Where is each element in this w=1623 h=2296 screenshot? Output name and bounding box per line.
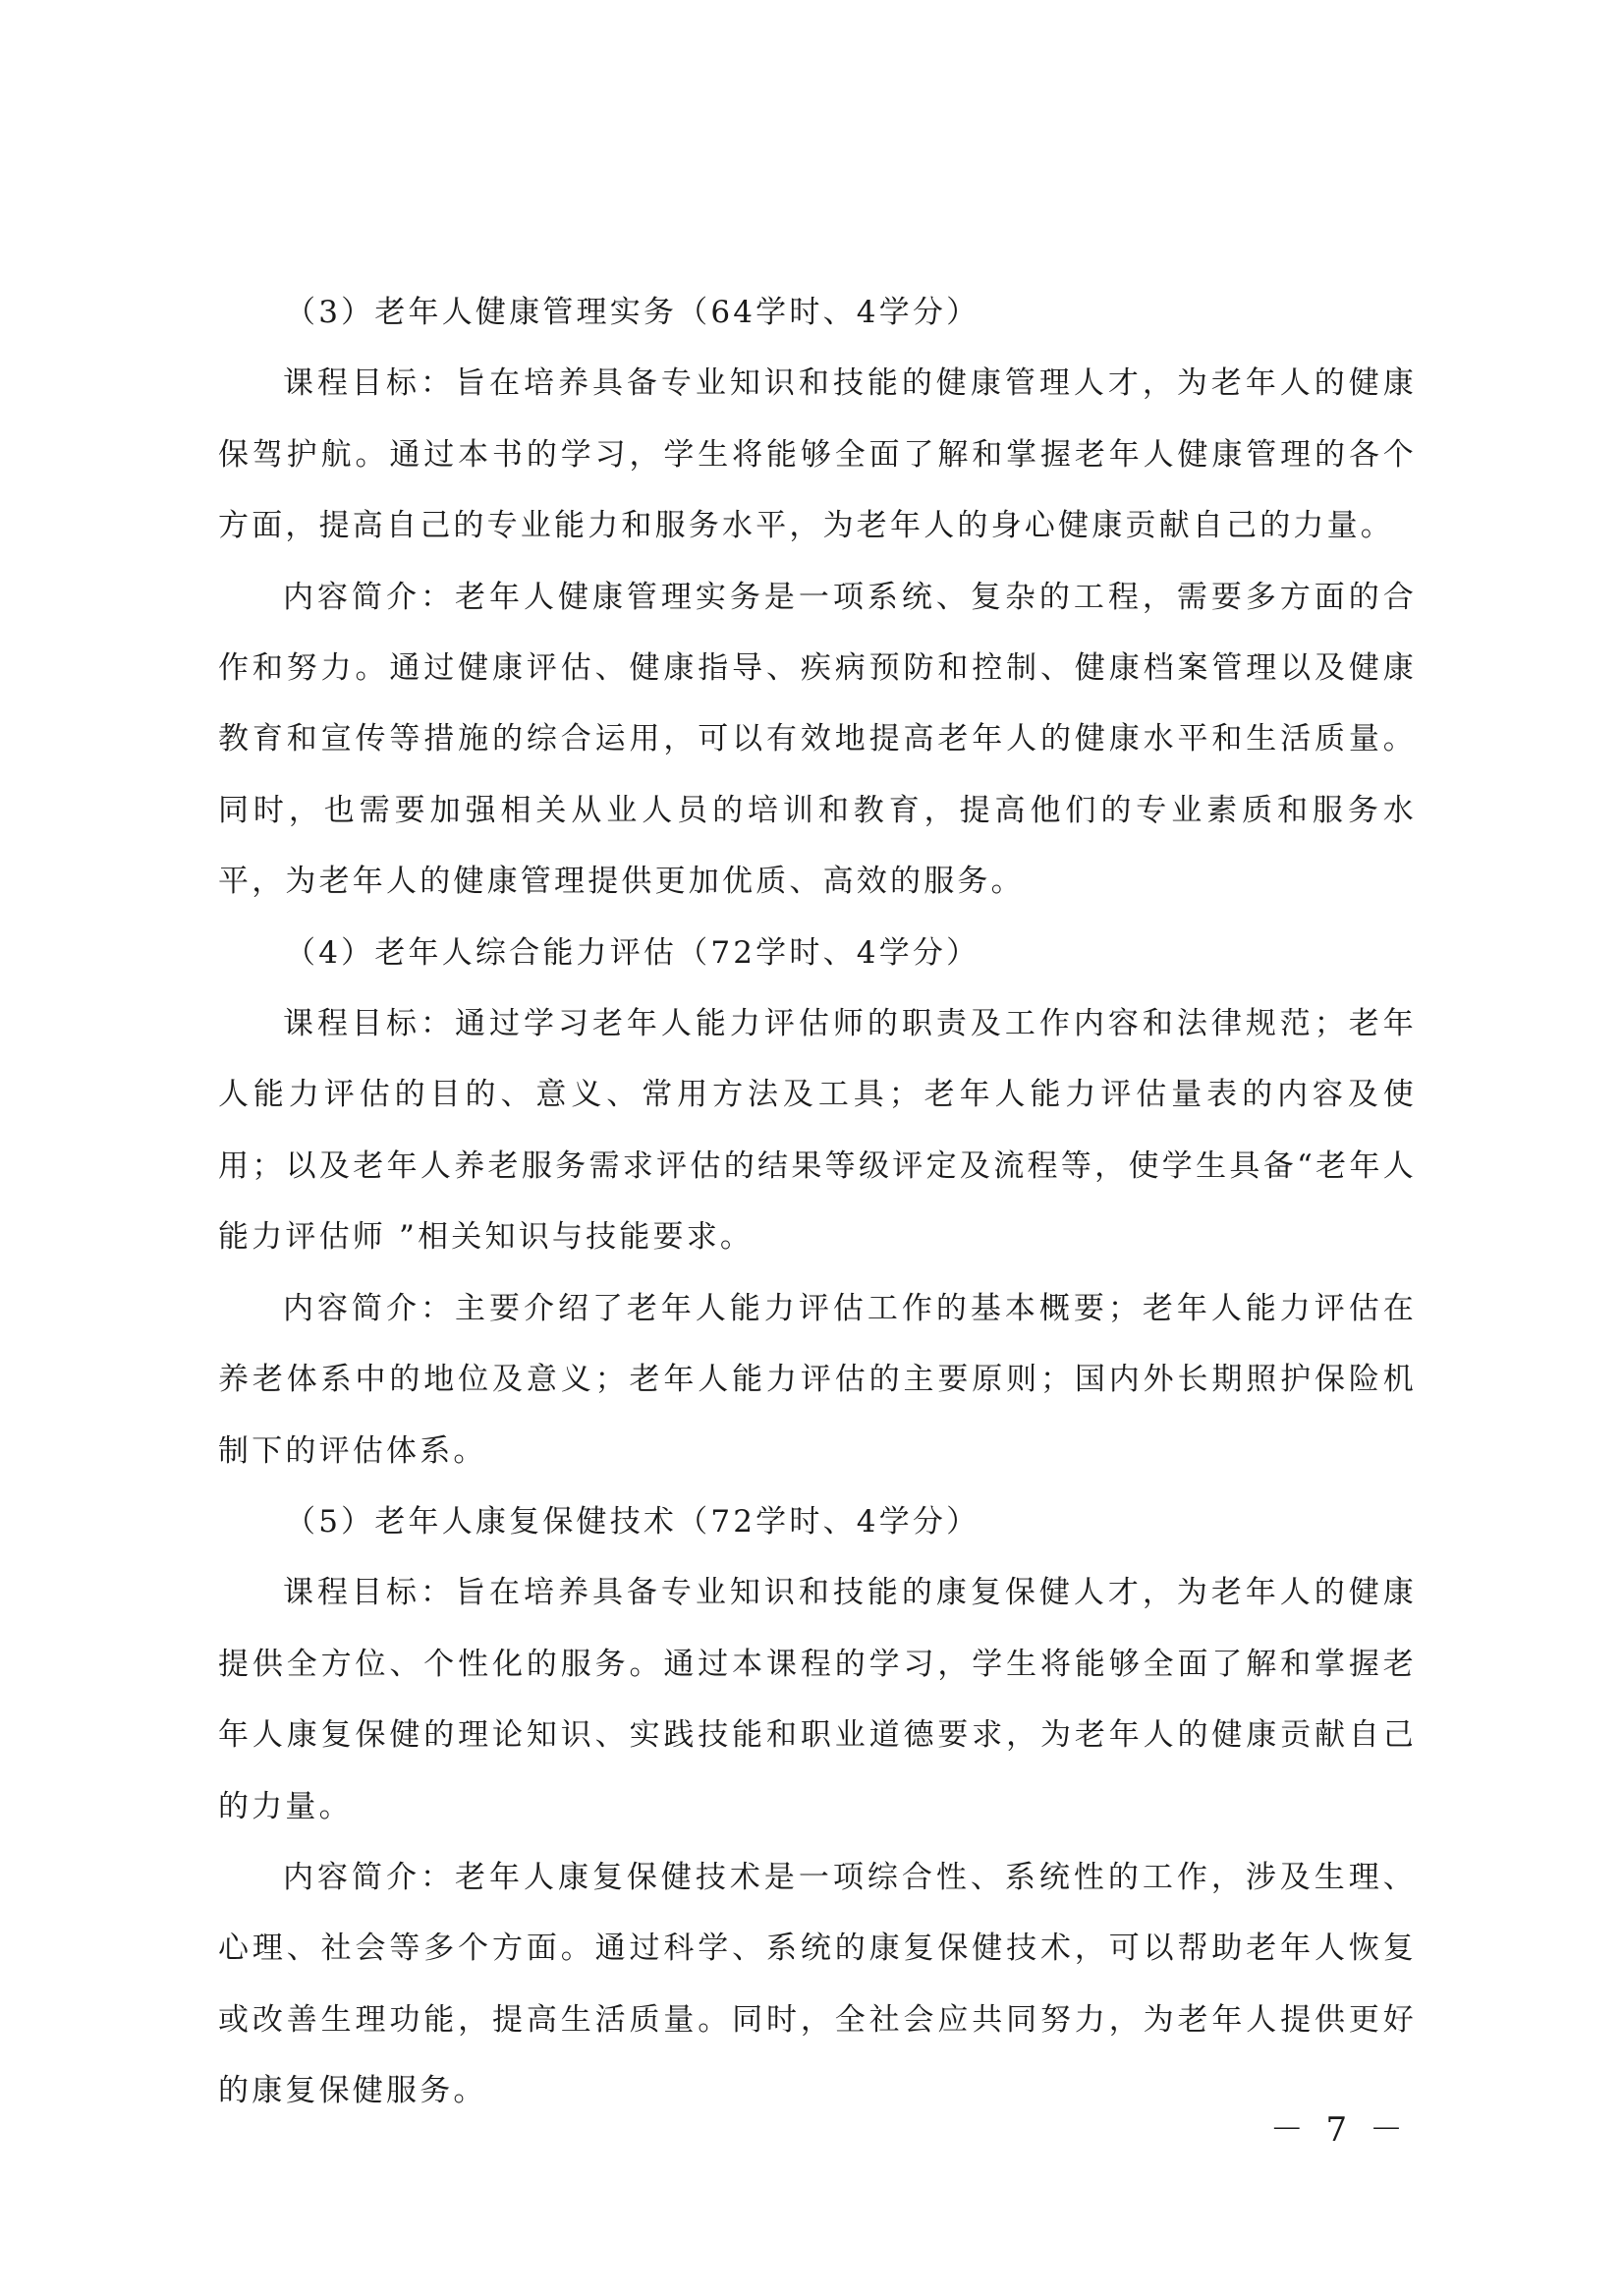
- course-objective: 课程目标：通过学习老年人能力评估师的职责及工作内容和法律规范；老年人能力评估的目的、意义、常用方法及工具；老年人能力评估量表的内容及使用；以及老年人养老服务需求评估的结果等级评定及流程等，使学生具备“老年人能力评估师 ”相关知识与技能要求。: [218, 1006, 1417, 1256]
- course-content: 内容简介：老年人健康管理实务是一项系统、复杂的工程，需要多方面的合作和努力。通过健康评估、健康指导、疾病预防和控制、健康档案管理以及健康教育和宣传等措施的综合运用，可以有效地提高老年人的健康水平和生活质量。同时，也需要加强相关从业人员的培训和教育，提高他们的专业素质和服务水平，为老年人的健康管理提供更加优质、高效的服务。: [218, 579, 1417, 900]
- section-rehabilitation-care: [218, 1486, 1417, 2127]
- section-health-management: [218, 277, 1417, 918]
- course-objective: 课程目标：旨在培养具备专业知识和技能的健康管理人才，为老年人的健康保驾护航。通过本书的学习，学生将能够全面了解和掌握老年人健康管理的各个方面，提高自己的专业能力和服务水平，为老年人的身心健康贡献自己的力量。: [218, 365, 1417, 544]
- section-heading: （3）老年人健康管理实务（64学时、4学分）: [285, 295, 980, 330]
- course-objective: 课程目标：旨在培养具备专业知识和技能的康复保健人才，为老年人的健康提供全方位、个性化的服务。通过本课程的学习，学生将能够全面了解和掌握老年人康复保健的理论知识、实践技能和职业道德要求，为老年人的健康贡献自己的力量。: [218, 1575, 1417, 1824]
- page-number: － 7 －: [1269, 2110, 1409, 2150]
- section-heading: （5）老年人康复保健技术（72学时、4学分）: [285, 1503, 980, 1540]
- section-ability-assessment: [218, 918, 1417, 1486]
- course-content: 内容简介：老年人康复保健技术是一项综合性、系统性的工作，涉及生理、心理、社会等多个方面。通过科学、系统的康复保健技术，可以帮助老年人恢复或改善生理功能，提高生活质量。同时，全社会应共同努力，为老年人提供更好的康复保健服务。: [218, 1859, 1417, 2109]
- section-heading: （4）老年人综合能力评估（72学时、4学分）: [285, 934, 980, 971]
- course-content: 内容简介：主要介绍了老年人能力评估工作的基本概要；老年人能力评估在养老体系中的地位及意义；老年人能力评估的主要原则；国内外长期照护保险机制下的评估体系。: [218, 1290, 1417, 1469]
- page-body: [218, 277, 1417, 2127]
